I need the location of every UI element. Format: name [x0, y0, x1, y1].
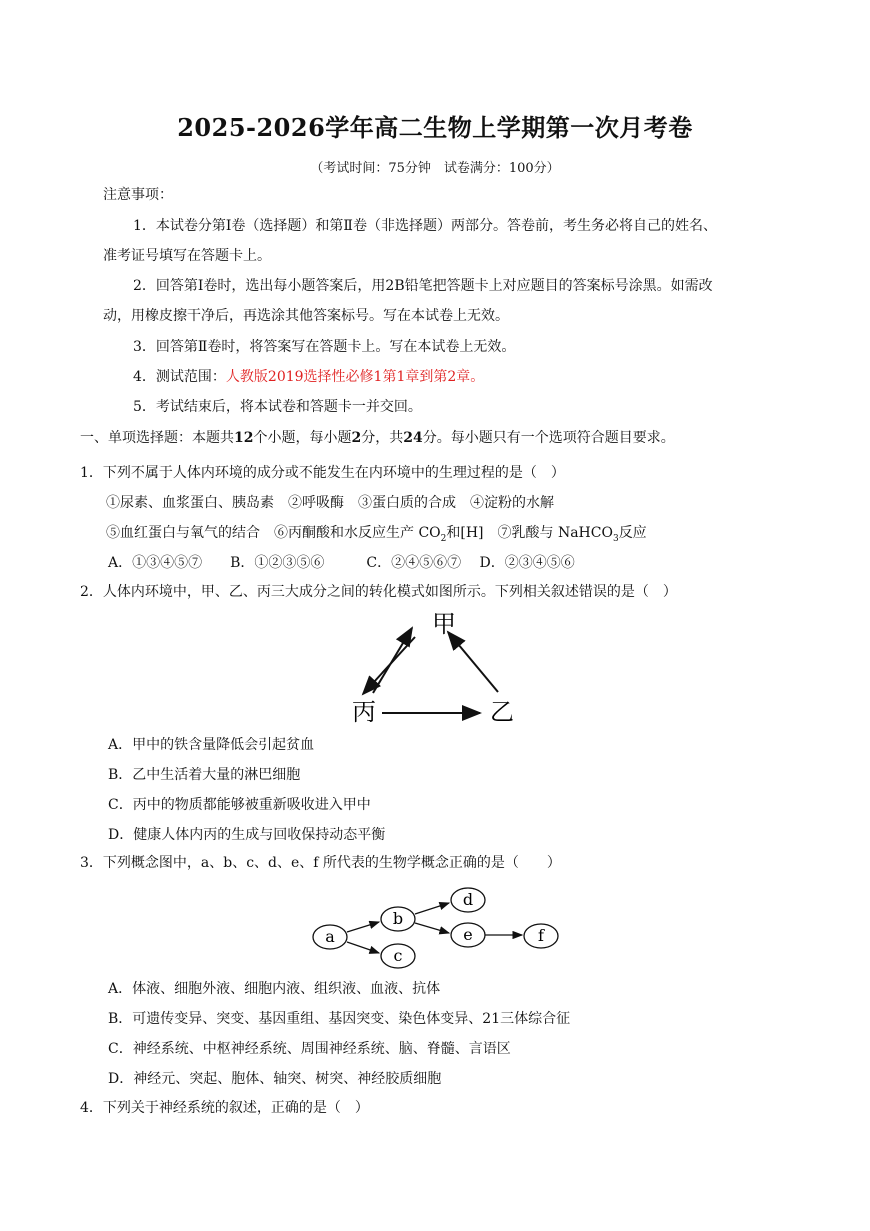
section-text-3: 分，共	[361, 430, 404, 446]
arrow-a-to-b	[347, 922, 379, 932]
node-a: a	[325, 927, 335, 946]
q3-concept-map	[305, 882, 570, 972]
node-jia: 甲	[432, 610, 456, 638]
notice-heading: 注意事项：	[103, 187, 173, 203]
q2-stem: 2．人体内环境中，甲、乙、丙三大成分之间的转化模式如图所示。下列相关叙述错误的是（ ）	[80, 584, 677, 600]
notice-item-4-prefix: 4．测试范围：	[133, 369, 226, 385]
q1-items-line-2	[106, 523, 647, 549]
arrow-b-to-e	[415, 923, 449, 933]
node-e: e	[463, 925, 473, 944]
q3-option-b: B．可遗传变异、突变、基因重组、基因突变、染色体变异、21三体综合征	[108, 1011, 571, 1027]
arrow-b-to-d	[415, 903, 449, 914]
q3-option-a: A．体液、细胞外液、细胞内液、组织液、血液、抗体	[108, 981, 441, 997]
section-text-1: 一、单项选择题：本题共	[80, 430, 234, 446]
node-d: d	[462, 890, 474, 909]
arrow-a-to-c	[347, 942, 379, 953]
q4-stem: 4．下列关于神经系统的叙述，正确的是（ ）	[80, 1100, 369, 1116]
notice-item-4	[133, 367, 484, 387]
q1-subscript-2: 3	[612, 533, 619, 544]
q3-stem: 3．下列概念图中，a、b、c、d、e、f 所代表的生物学概念正确的是（ ）	[80, 855, 561, 871]
q1-items-line-1: ①尿素、血浆蛋白、胰岛素 ②呼吸酶 ③蛋白质的合成 ④淀粉的水解	[106, 495, 554, 511]
q3-option-c: C．神经系统、中枢神经系统、周围神经系统、脑、脊髓、言语区	[108, 1041, 511, 1057]
q2-option-a: A．甲中的铁含量降低会引起贫血	[108, 737, 315, 753]
points-each: 2	[351, 430, 362, 446]
notice-item-3: 3．回答第Ⅱ卷时，将答案写在答题卡上。写在本试卷上无效。	[133, 339, 516, 355]
arrow-yi-to-jia	[448, 632, 498, 692]
q1-items-text-a: ⑤血红蛋白与氧气的结合 ⑥丙酮酸和水反应生产 CO	[106, 525, 441, 541]
node-b: b	[392, 909, 404, 928]
q1-stem: 1．下列不属于人体内环境的成分或不能发生在内环境中的生理过程的是（ ）	[80, 465, 565, 481]
points-total: 24	[403, 430, 423, 446]
q1-items-text-b: 和[H] ⑦乳酸与 NaHCO	[446, 525, 613, 541]
question-count: 12	[234, 430, 254, 446]
exam-info: （考试时间：75分钟 试卷满分：100分）	[310, 161, 560, 176]
node-bing: 丙	[352, 698, 376, 726]
node-c: c	[393, 946, 403, 965]
test-range: 人教版2019选择性必修1第1章到第2章。	[225, 369, 485, 385]
q1-items-text-c: 反应	[618, 525, 647, 541]
q3-option-d: D．神经元、突起、胞体、轴突、树突、神经胶质细胞	[108, 1071, 442, 1087]
node-f: f	[538, 926, 544, 945]
section-text-2: 个小题，每小题	[253, 430, 352, 446]
notice-item-2-line-2: 动，用橡皮擦干净后，再选涂其他答案标号。写在本试卷上无效。	[103, 308, 509, 324]
notice-item-1-line-2: 准考证号填写在答题卡上。	[103, 248, 271, 264]
node-yi: 乙	[490, 698, 514, 726]
q1-subscript-1: 2	[440, 533, 447, 544]
q2-option-d: D．健康人体内丙的生成与回收保持动态平衡	[108, 827, 386, 843]
section-1-heading	[80, 428, 675, 448]
q2-option-c: C．丙中的物质都能够被重新吸收进入甲中	[108, 797, 371, 813]
notice-item-5: 5．考试结束后，将本试卷和答题卡一并交回。	[133, 399, 422, 415]
q2-option-b: B．乙中生活着大量的淋巴细胞	[108, 767, 301, 783]
page-title: 2025-2026学年高二生物上学期第一次月考卷	[177, 113, 693, 142]
section-text-4: 分。每小题只有一个选项符合题目要求。	[422, 430, 675, 446]
notice-item-1-line-1: 1．本试卷分第Ⅰ卷（选择题）和第Ⅱ卷（非选择题）两部分。答卷前，考生务必将自己的姓名、	[133, 218, 717, 234]
arrow-jia-to-bing	[363, 637, 415, 694]
q2-transformation-diagram	[340, 606, 530, 728]
q1-options: A．①③④⑤⑦ B．①②③⑤⑥ C．②④⑤⑥⑦ D．②③④⑤⑥	[108, 555, 575, 571]
notice-item-2-line-1: 2．回答第Ⅰ卷时，选出每小题答案后，用2B铅笔把答题卡上对应题目的答案标号涂黑。如需改	[133, 278, 713, 294]
